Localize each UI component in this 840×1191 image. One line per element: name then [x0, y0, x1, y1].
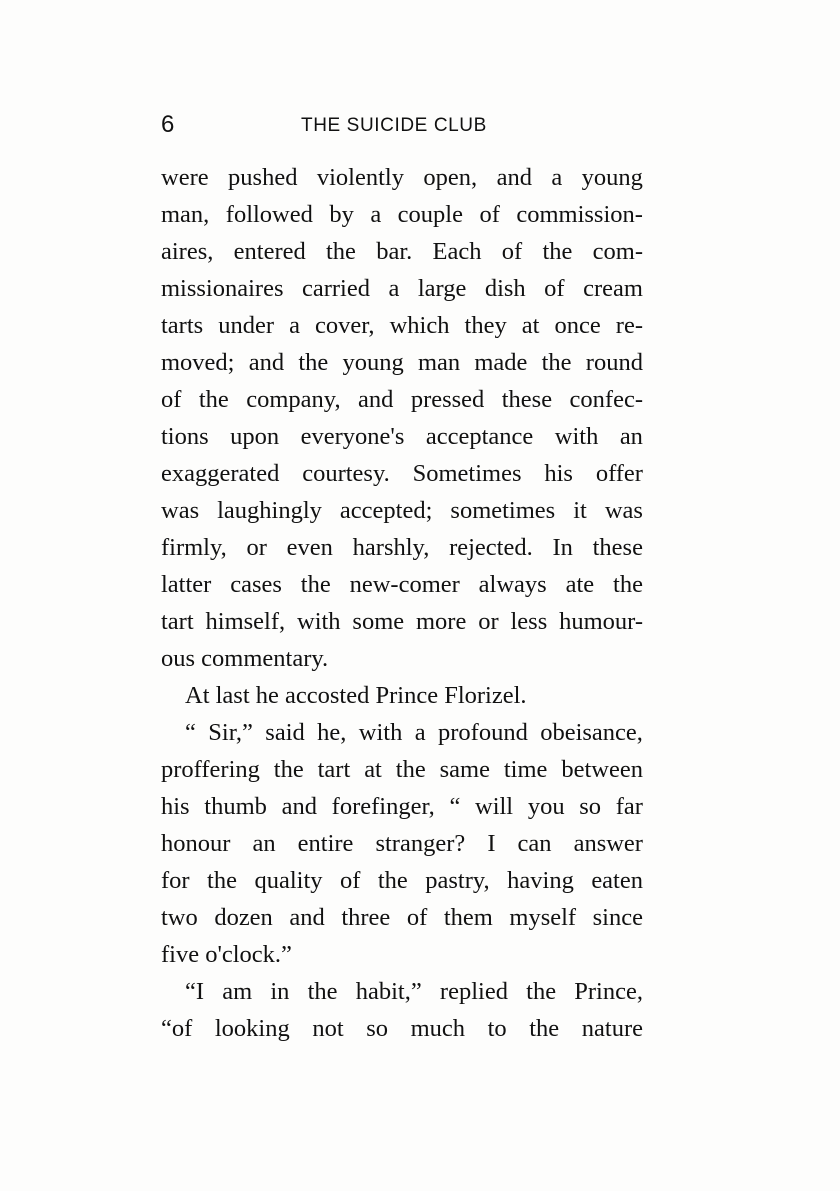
- word: tarts: [161, 312, 204, 339]
- word: re-: [615, 312, 643, 339]
- word: am: [222, 978, 253, 1005]
- word: man: [417, 349, 461, 376]
- word: proffering: [161, 756, 260, 783]
- word: dish: [484, 275, 526, 302]
- text-line: [161, 751, 643, 788]
- word: a: [414, 719, 426, 746]
- word: with: [297, 608, 341, 635]
- word: laughingly: [217, 497, 322, 524]
- word: I: [487, 830, 496, 857]
- word: of: [406, 904, 428, 931]
- word: “of: [161, 1015, 193, 1042]
- word: obeisance,: [540, 719, 643, 746]
- text-line: [161, 899, 643, 936]
- word: them: [443, 904, 493, 931]
- word: the: [207, 867, 237, 894]
- word: his: [544, 460, 573, 487]
- word: of: [544, 275, 565, 302]
- word: to: [487, 1015, 507, 1042]
- word: the: [307, 978, 338, 1005]
- word: firmly,: [161, 534, 227, 561]
- word: in: [270, 978, 290, 1005]
- word: humour-: [559, 608, 643, 635]
- word: an: [252, 830, 276, 857]
- text-line: [161, 603, 643, 640]
- word: cover,: [315, 312, 375, 339]
- word: the: [273, 756, 304, 783]
- word: round: [585, 349, 643, 376]
- text-line: [161, 307, 643, 344]
- word: and: [289, 904, 325, 931]
- word: couple: [397, 201, 463, 228]
- word: of: [339, 867, 361, 894]
- word: tart: [317, 756, 351, 783]
- word: or: [478, 608, 499, 635]
- word: at: [521, 312, 540, 339]
- word: a: [370, 201, 382, 228]
- text-line: ous commentary.: [161, 645, 329, 672]
- word: his: [161, 793, 190, 820]
- word: habit,”: [355, 978, 422, 1005]
- text-line: [161, 233, 643, 270]
- word: Sometimes: [412, 460, 522, 487]
- text-line: [161, 196, 643, 233]
- word: profound: [438, 719, 528, 746]
- word: was: [604, 497, 643, 524]
- word: it: [573, 497, 587, 524]
- word: cases: [230, 571, 282, 598]
- word: some: [352, 608, 405, 635]
- word: a: [551, 164, 563, 191]
- word: under: [218, 312, 275, 339]
- word: “I: [185, 978, 205, 1005]
- word: com-: [592, 238, 643, 265]
- word: bar.: [376, 238, 413, 265]
- word: can: [517, 830, 552, 857]
- word: so: [366, 1015, 389, 1042]
- word: sometimes: [450, 497, 556, 524]
- word: the: [529, 1015, 560, 1042]
- word: acceptance: [425, 423, 534, 450]
- word: missionaires: [161, 275, 284, 302]
- word: carried: [301, 275, 370, 302]
- word: myself: [509, 904, 577, 931]
- word: tart: [161, 608, 194, 635]
- word: and: [358, 386, 394, 413]
- word: entered: [233, 238, 306, 265]
- word: said: [265, 719, 305, 746]
- word: these: [592, 534, 643, 561]
- word: will: [475, 793, 514, 820]
- word: the: [326, 238, 356, 265]
- word: the: [613, 571, 643, 598]
- word: for: [161, 867, 190, 894]
- body-text: [161, 159, 643, 1047]
- word: which: [389, 312, 450, 339]
- word: ate: [565, 571, 595, 598]
- text-line: [161, 566, 643, 603]
- word: less: [510, 608, 548, 635]
- word: the: [300, 571, 331, 598]
- word: far: [615, 793, 643, 820]
- word: he,: [317, 719, 347, 746]
- word: accepted;: [339, 497, 433, 524]
- word: company,: [246, 386, 341, 413]
- text-line: [161, 529, 643, 566]
- word: confec-: [569, 386, 643, 413]
- word: rejected.: [449, 534, 533, 561]
- word: an: [619, 423, 643, 450]
- word: everyone's: [300, 423, 405, 450]
- word: nature: [581, 1015, 643, 1042]
- word: “: [449, 793, 461, 820]
- word: young: [342, 349, 404, 376]
- word: since: [592, 904, 643, 931]
- word: the: [377, 867, 408, 894]
- word: young: [581, 164, 643, 191]
- text-line: [161, 492, 643, 529]
- word: the: [298, 349, 329, 376]
- word: the: [395, 756, 426, 783]
- word: much: [410, 1015, 466, 1042]
- word: at: [364, 756, 382, 783]
- word: the: [542, 238, 573, 265]
- word: eaten: [591, 867, 643, 894]
- word: was: [161, 497, 200, 524]
- word: the: [526, 978, 557, 1005]
- text-line: [161, 455, 643, 492]
- word: and: [281, 793, 317, 820]
- word: man,: [161, 201, 210, 228]
- word: and: [496, 164, 532, 191]
- word: Sir,”: [208, 719, 253, 746]
- word: forefinger,: [331, 793, 435, 820]
- word: three: [341, 904, 391, 931]
- word: open,: [423, 164, 478, 191]
- word: himself,: [205, 608, 286, 635]
- word: exaggerated: [161, 460, 280, 487]
- word: once: [554, 312, 601, 339]
- word: made: [474, 349, 528, 376]
- word: the: [541, 349, 572, 376]
- word: looking: [214, 1015, 290, 1042]
- text-line: At last he accosted Prince Florizel.: [185, 682, 527, 709]
- word: quality: [254, 867, 323, 894]
- text-line: [161, 862, 643, 899]
- text-line: [161, 381, 643, 418]
- word: or: [246, 534, 267, 561]
- word: replied: [439, 978, 508, 1005]
- running-title: THE SUICIDE CLUB: [301, 115, 487, 136]
- word: entire: [297, 830, 354, 857]
- text-line: [161, 418, 643, 455]
- word: pressed: [410, 386, 485, 413]
- word: pushed: [228, 164, 298, 191]
- word: with: [554, 423, 599, 450]
- word: followed: [225, 201, 313, 228]
- word: a: [388, 275, 400, 302]
- text-line: [161, 825, 643, 862]
- word: stranger?: [375, 830, 466, 857]
- word: of: [479, 201, 500, 228]
- word: “: [185, 719, 196, 746]
- text-line: [161, 270, 643, 307]
- word: were: [161, 164, 209, 191]
- word: commission-: [516, 201, 643, 228]
- word: same: [439, 756, 490, 783]
- page-number: 6: [161, 111, 175, 138]
- word: new-comer: [349, 571, 460, 598]
- word: having: [507, 867, 574, 894]
- word: so: [579, 793, 602, 820]
- text-line: [161, 714, 643, 751]
- word: even: [286, 534, 333, 561]
- word: large: [417, 275, 467, 302]
- running-head: [161, 110, 643, 144]
- word: aires,: [161, 238, 214, 265]
- text-line: [161, 788, 643, 825]
- word: Each: [432, 238, 482, 265]
- word: they: [464, 312, 507, 339]
- word: moved;: [161, 349, 235, 376]
- word: upon: [230, 423, 280, 450]
- word: the: [198, 386, 229, 413]
- word: of: [161, 386, 182, 413]
- word: pastry,: [425, 867, 490, 894]
- text-line: [161, 159, 643, 196]
- word: cream: [583, 275, 643, 302]
- word: with: [358, 719, 403, 746]
- word: thumb: [204, 793, 267, 820]
- word: time: [503, 756, 548, 783]
- text-line: [161, 973, 643, 1010]
- word: these: [501, 386, 553, 413]
- word: latter: [161, 571, 212, 598]
- word: more: [416, 608, 467, 635]
- word: courtesy.: [302, 460, 390, 487]
- word: between: [561, 756, 643, 783]
- word: a: [289, 312, 300, 339]
- word: two: [161, 904, 198, 931]
- word: harshly,: [352, 534, 430, 561]
- word: answer: [573, 830, 643, 857]
- word: Prince,: [574, 978, 643, 1005]
- word: honour: [161, 830, 231, 857]
- word: always: [478, 571, 547, 598]
- word: not: [312, 1015, 344, 1042]
- word: dozen: [214, 904, 273, 931]
- text-line: [161, 1010, 643, 1047]
- text-line: five o'clock.”: [161, 941, 292, 968]
- word: by: [329, 201, 354, 228]
- text-line: [161, 344, 643, 381]
- word: In: [552, 534, 573, 561]
- word: and: [248, 349, 285, 376]
- word: you: [527, 793, 565, 820]
- word: of: [501, 238, 523, 265]
- word: tions: [161, 423, 209, 450]
- word: violently: [316, 164, 404, 191]
- word: offer: [595, 460, 643, 487]
